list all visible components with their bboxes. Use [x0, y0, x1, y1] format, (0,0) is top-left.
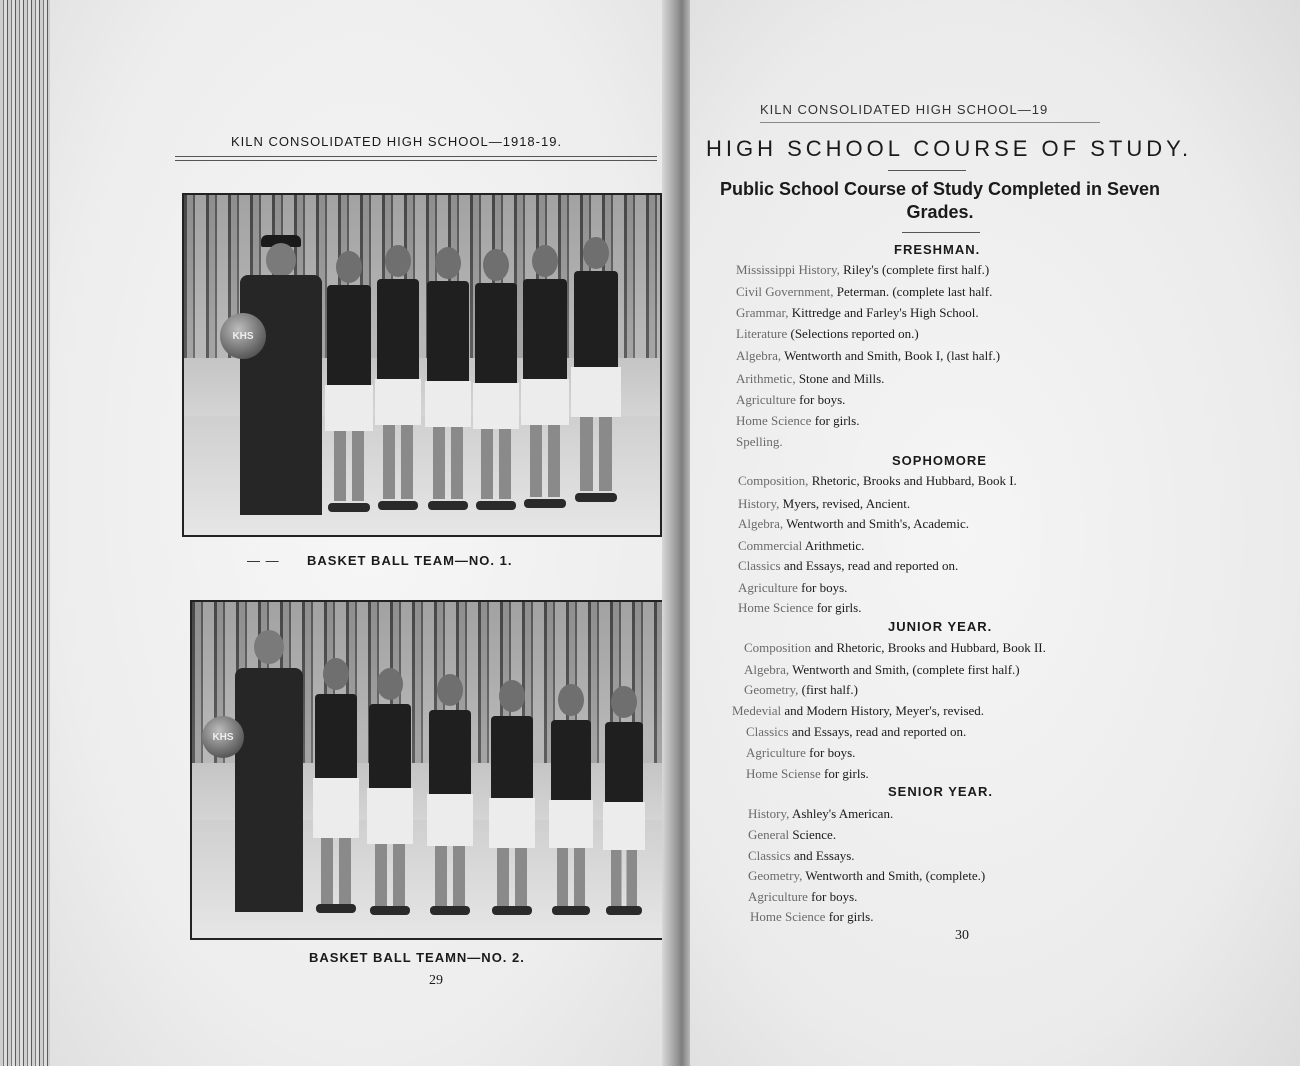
player: [424, 674, 476, 916]
course-line: Medevial and Modern History, Meyer's, revised.: [732, 703, 985, 718]
course-line: Home Science for girls.: [736, 413, 860, 428]
player: [486, 680, 538, 916]
course-line: Agriculture for boys.: [746, 745, 856, 760]
caption-2: BASKET BALL TEAMN—NO. 2.: [309, 950, 525, 965]
right-head-rule: [760, 122, 1100, 123]
left-head-rule: [175, 156, 657, 157]
player: [518, 245, 572, 511]
year-heading-junior: JUNIOR YEAR.: [888, 619, 993, 634]
course-line: General Science.: [748, 827, 837, 842]
course-line: Agriculture for boys.: [748, 889, 858, 904]
course-line: Geometry, Wentworth and Smith, (complete.): [748, 868, 986, 883]
course-line: Home Science for girls.: [738, 600, 862, 615]
course-line: Commercial Arithmetic.: [738, 538, 865, 553]
player: [372, 245, 424, 513]
player: [310, 658, 362, 914]
course-line: Literature (Selections reported on.): [736, 326, 919, 341]
right-page-number: 30: [955, 928, 969, 943]
right-running-head: KILN CONSOLIDATED HIGH SCHOOL—19: [760, 102, 1049, 117]
course-line: Classics and Essays, read and reported on.: [738, 558, 959, 573]
team-photo-1: [182, 193, 662, 537]
left-page-number: 29: [429, 973, 443, 988]
course-line: History, Ashley's American.: [748, 806, 894, 821]
course-line: Algebra, Wentworth and Smith, Book I, (last half.): [736, 348, 1001, 363]
basketball: KHS: [202, 716, 244, 758]
course-line: History, Myers, revised, Ancient.: [738, 496, 911, 511]
course-line: Civil Government, Peterman. (complete last half.: [736, 284, 993, 299]
course-title: HIGH SCHOOL COURSE OF STUDY.: [706, 136, 1193, 161]
player: [568, 237, 624, 505]
player: [322, 251, 376, 515]
year-heading-sophomore: SOPHOMORE: [892, 453, 987, 468]
player: [546, 684, 596, 916]
course-line: Classics and Essays.: [748, 848, 855, 863]
player: [470, 249, 522, 513]
left-head-rule-2: [175, 160, 657, 161]
course-line: Grammar, Kittredge and Farley's High School.: [736, 305, 979, 320]
player: [364, 668, 416, 916]
caption-1: BASKET BALL TEAM—NO. 1.: [307, 553, 513, 568]
player: [600, 686, 648, 916]
course-line: Mississippi History, Riley's (complete first half.): [736, 262, 990, 277]
year-heading-freshman: FRESHMAN.: [894, 242, 981, 257]
coach-figure: [232, 630, 306, 920]
title-rule: [888, 170, 966, 171]
course-line: Arithmetic, Stone and Mills.: [736, 371, 885, 386]
course-line: Composition and Rhetoric, Brooks and Hubbard, Book II.: [744, 640, 1046, 655]
year-heading-senior: SENIOR YEAR.: [888, 784, 993, 799]
team-photo-2: [190, 600, 670, 940]
basketball: KHS: [220, 313, 266, 359]
course-line: Classics and Essays, read and reported on.: [746, 724, 967, 739]
course-line: Home Science for girls.: [750, 909, 874, 924]
left-running-head: KILN CONSOLIDATED HIGH SCHOOL—1918-19.: [231, 134, 563, 149]
right-page: [690, 0, 1300, 1066]
subtitle-rule: [902, 232, 980, 233]
course-line: Agriculture for boys.: [738, 580, 848, 595]
left-page: [50, 0, 678, 1066]
player: [422, 247, 474, 513]
course-subtitle: Public School Course of Study Completed in Seven Grades.: [719, 179, 1161, 222]
course-line: Home Sciense for girls.: [746, 766, 869, 781]
course-line: Algebra, Wentworth and Smith's, Academic.: [738, 516, 970, 531]
course-line: Agriculture for boys.: [736, 392, 846, 407]
coach-figure: [236, 235, 326, 525]
course-line: Geometry, (first half.): [744, 682, 858, 697]
course-line: Algebra, Wentworth and Smith, (complete first half.): [744, 662, 1020, 677]
course-line: Spelling.: [736, 434, 783, 449]
caption-1-dash: — —: [247, 553, 280, 568]
course-line: Composition, Rhetoric, Brooks and Hubbard, Book I.: [738, 473, 1017, 488]
